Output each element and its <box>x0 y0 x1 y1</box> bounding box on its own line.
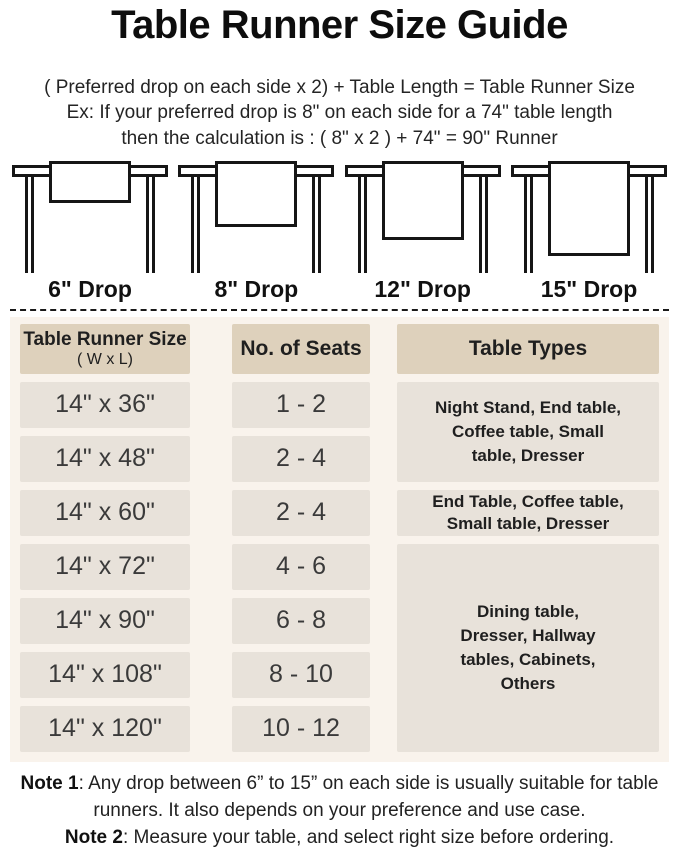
column-runner-size <box>20 324 190 752</box>
size-guide-table <box>10 317 669 762</box>
table-illustration-15-drop <box>511 161 667 273</box>
seats-header <box>232 324 370 374</box>
drop-labels-row <box>12 273 667 305</box>
table-illustration-6-drop <box>12 161 168 273</box>
size-cell: 14" x 120" <box>20 706 190 752</box>
page-title: Table Runner Size Guide <box>111 3 568 47</box>
seats-cell: 4 - 6 <box>232 544 370 590</box>
size-cell: 14" x 48" <box>20 436 190 482</box>
seats-cell: 2 - 4 <box>232 436 370 482</box>
table-leg <box>479 176 488 273</box>
runner-shape <box>49 161 131 203</box>
runner-size-header-title: Table Runner Size <box>23 328 187 350</box>
runner-size-header-sub: ( W x L) <box>77 350 133 368</box>
example-line-1: Ex: If your preferred drop is 8" on each side for a 74" table length <box>66 101 613 123</box>
seats-cell: 2 - 4 <box>232 490 370 536</box>
runner-shape <box>548 161 630 256</box>
table-leg <box>645 176 654 273</box>
table-types-group-3: Dining table, Dresser, Hallway tables, Cabinets, Others <box>397 544 659 752</box>
note-1 <box>2 770 677 824</box>
table-illustration-8-drop <box>178 161 334 273</box>
formula-line: ( Preferred drop on each side x 2) + Table Length = Table Runner Size <box>44 76 635 98</box>
runner-size-header <box>20 324 190 374</box>
column-seats <box>232 324 370 752</box>
table-leg <box>312 176 321 273</box>
seats-cell: 10 - 12 <box>232 706 370 752</box>
table-types-group-2: End Table, Coffee table, Small table, Dresser <box>397 490 659 536</box>
note-1-text: : Any drop between 6” to 15” on each side is usually suitable for table runners. It also depends on your preference and use case. <box>78 772 659 821</box>
size-cell: 14" x 90" <box>20 598 190 644</box>
size-cell: 14" x 36" <box>20 382 190 428</box>
note-2-label: Note 2 <box>64 826 123 848</box>
drop-label-8: 8" Drop <box>214 275 299 302</box>
table-leg <box>191 176 200 273</box>
seats-header-title: No. of Seats <box>240 336 362 360</box>
runner-shape <box>382 161 464 240</box>
table-leg <box>146 176 155 273</box>
note-1-label: Note 1 <box>20 772 79 794</box>
table-leg <box>524 176 533 273</box>
table-leg <box>25 176 34 273</box>
notes-block <box>2 770 677 851</box>
note-2-text: : Measure your table, and select right size before ordering. <box>122 826 615 848</box>
drop-label-6: 6" Drop <box>48 275 132 302</box>
runner-shape <box>215 161 297 227</box>
drop-illustrations-row <box>12 161 667 273</box>
note-2 <box>2 824 677 851</box>
column-table-types <box>397 324 659 752</box>
size-cell: 14" x 60" <box>20 490 190 536</box>
dashed-divider <box>10 309 669 311</box>
table-illustration-12-drop <box>345 161 501 273</box>
table-types-group-1: Night Stand, End table, Coffee table, Small table, Dresser <box>397 382 659 482</box>
table-leg <box>358 176 367 273</box>
seats-cell: 8 - 10 <box>232 652 370 698</box>
size-cell: 14" x 72" <box>20 544 190 590</box>
drop-label-15: 15" Drop <box>540 275 638 302</box>
seats-cell: 1 - 2 <box>232 382 370 428</box>
example-line-2: then the calculation is : ( 8" x 2 ) + 74" = 90" Runner <box>121 127 558 149</box>
table-types-header <box>397 324 659 374</box>
drop-label-12: 12" Drop <box>374 275 471 302</box>
size-cell: 14" x 108" <box>20 652 190 698</box>
seats-cell: 6 - 8 <box>232 598 370 644</box>
table-types-header-title: Table Types <box>468 336 588 360</box>
